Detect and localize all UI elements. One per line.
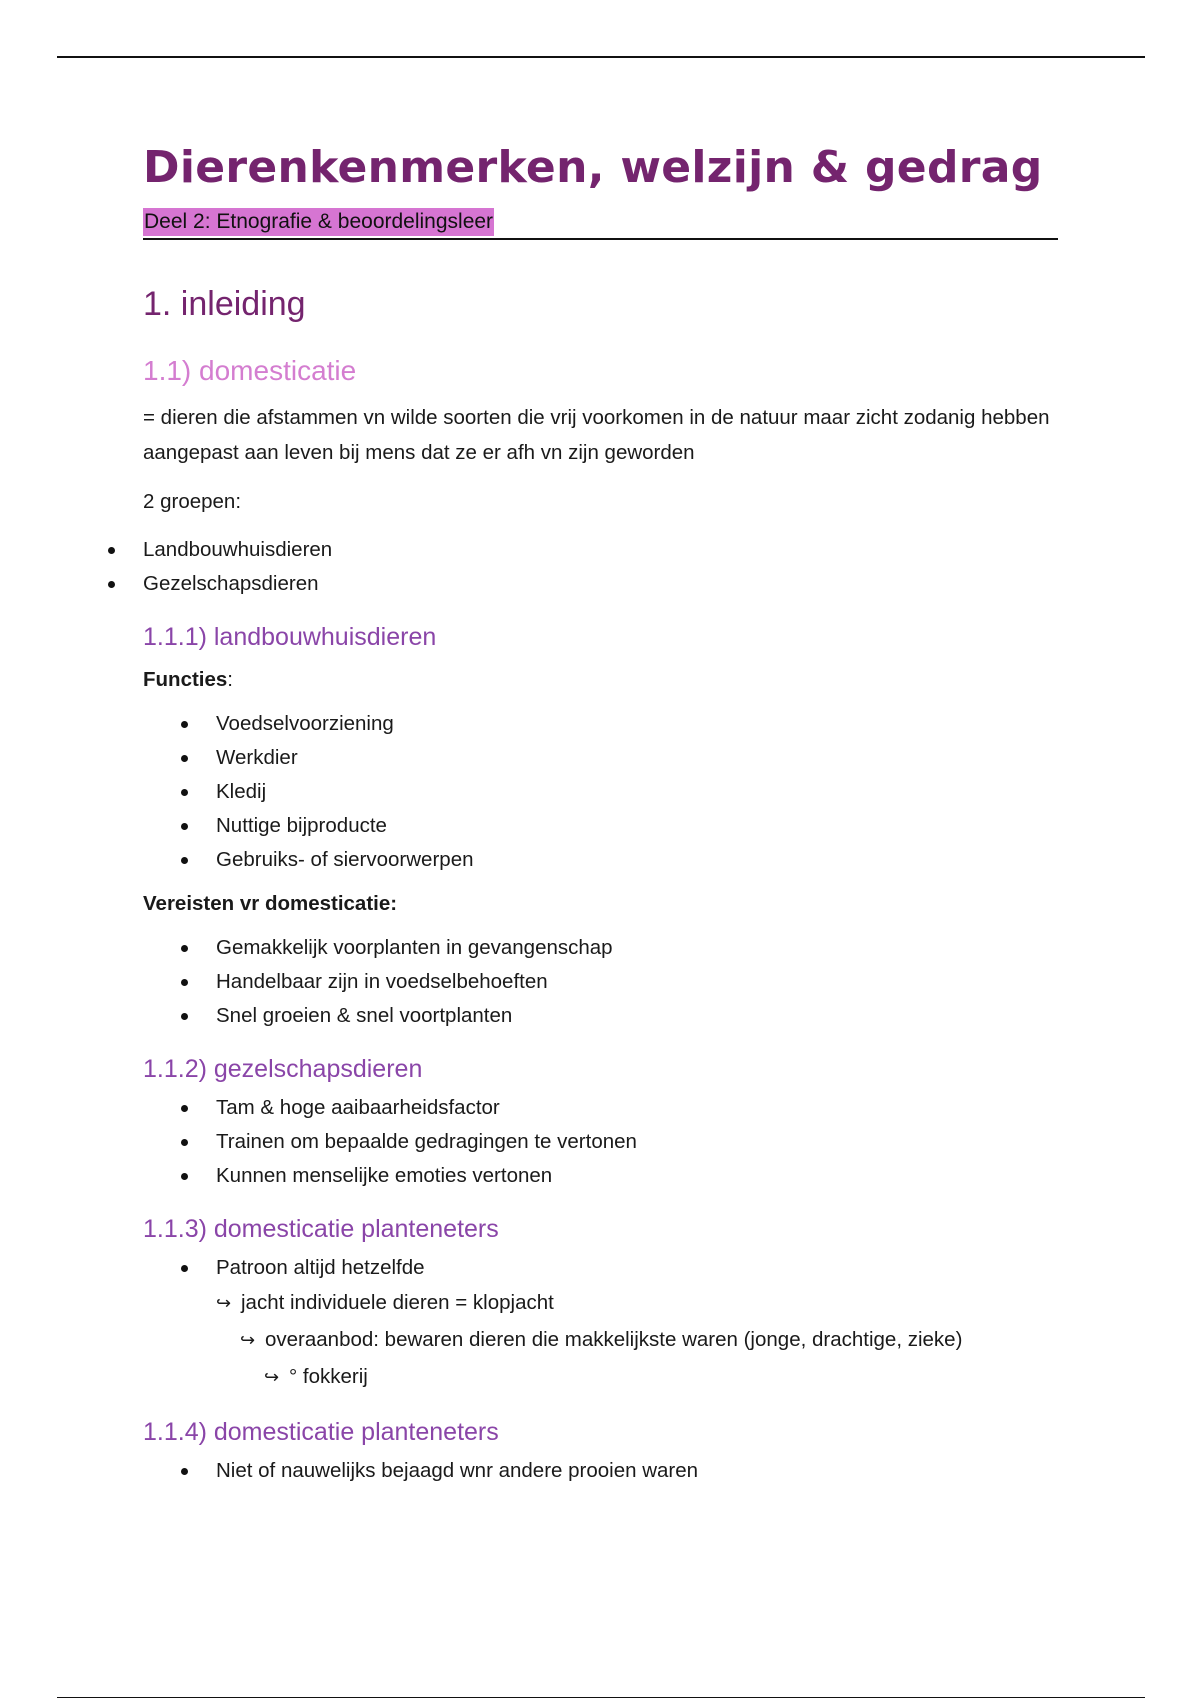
planteneters-list-2 — [143, 1454, 1058, 1488]
arrow-line-3 — [143, 1359, 1058, 1396]
list-item: Gebruiks- of siervoorwerpen — [216, 843, 1058, 877]
arrow-text: jacht individuele dieren = klopjacht — [241, 1291, 554, 1314]
arrow-text: overaanbod: bewaren dieren die makkelijkste waren (jonge, drachtige, zieke) — [265, 1328, 963, 1351]
groups-label: 2 groepen: — [143, 490, 242, 513]
functions-list — [143, 707, 1058, 877]
requirements-label: Vereisten vr domesticatie: — [143, 892, 398, 915]
document-title: Dierenkenmerken, welzijn & gedrag — [143, 142, 1043, 193]
list-item: Gemakkelijk voorplanten in gevangenschap — [216, 931, 1058, 965]
list-item: Snel groeien & snel voortplanten — [216, 999, 1058, 1033]
list-item: Werkdier — [216, 741, 1058, 775]
return-arrow-icon: ↪ — [264, 1367, 280, 1388]
functions-label-text: Functies — [143, 668, 228, 691]
return-arrow-icon: ↪ — [216, 1293, 232, 1314]
gezelschap-list — [143, 1091, 1058, 1193]
document-subtitle: Deel 2: Etnografie & beoordelingsleer — [143, 208, 494, 236]
functions-label — [143, 665, 1058, 695]
list-item: Tam & hoge aaibaarheidsfactor — [216, 1091, 1058, 1125]
page-bottom-rule — [57, 1697, 1145, 1698]
arrow-line-1 — [143, 1285, 1058, 1322]
page-top-rule — [57, 56, 1145, 58]
heading-domesticatie-planteneters-1: 1.1.3) domesticatie planteneters — [143, 1215, 499, 1243]
list-item: Kunnen menselijke emoties vertonen — [216, 1159, 1058, 1193]
list-item: Nuttige bijproducte — [216, 809, 1058, 843]
list-item: Trainen om bepaalde gedragingen te vertonen — [216, 1125, 1058, 1159]
heading-gezelschapsdieren: 1.1.2) gezelschapsdieren — [143, 1055, 423, 1083]
list-item: Patroon altijd hetzelfde — [216, 1251, 1058, 1285]
list-item: Gezelschapsdieren — [143, 567, 1058, 601]
functions-label-colon: : — [227, 668, 233, 691]
arrow-line-2 — [143, 1322, 1058, 1359]
heading-landbouwhuisdieren: 1.1.1) landbouwhuisdieren — [143, 623, 437, 651]
requirements-list — [143, 931, 1058, 1033]
heading-inleiding: 1. inleiding — [143, 285, 306, 323]
subtitle-bar — [143, 208, 1058, 240]
arrow-text: ° fokkerij — [289, 1365, 368, 1388]
list-item: Landbouwhuisdieren — [143, 533, 1058, 567]
planteneters-list-1 — [143, 1251, 1058, 1285]
document-body — [143, 140, 1058, 1488]
return-arrow-icon: ↪ — [240, 1330, 256, 1351]
list-item: Niet of nauwelijks bejaagd wnr andere prooien waren — [216, 1454, 1058, 1488]
groups-list — [143, 533, 1058, 601]
list-item: Handelbaar zijn in voedselbehoeften — [216, 965, 1058, 999]
heading-domesticatie-planteneters-2: 1.1.4) domesticatie planteneters — [143, 1418, 499, 1446]
definition-paragraph: = dieren die afstammen vn wilde soorten die vrij voorkomen in de natuur maar zicht zodanig hebben aangepast aan leven bij mens dat ze er afh vn zijn geworden — [143, 406, 1050, 464]
list-item: Voedselvoorziening — [216, 707, 1058, 741]
heading-domesticatie: 1.1) domesticatie — [143, 355, 357, 386]
list-item: Kledij — [216, 775, 1058, 809]
